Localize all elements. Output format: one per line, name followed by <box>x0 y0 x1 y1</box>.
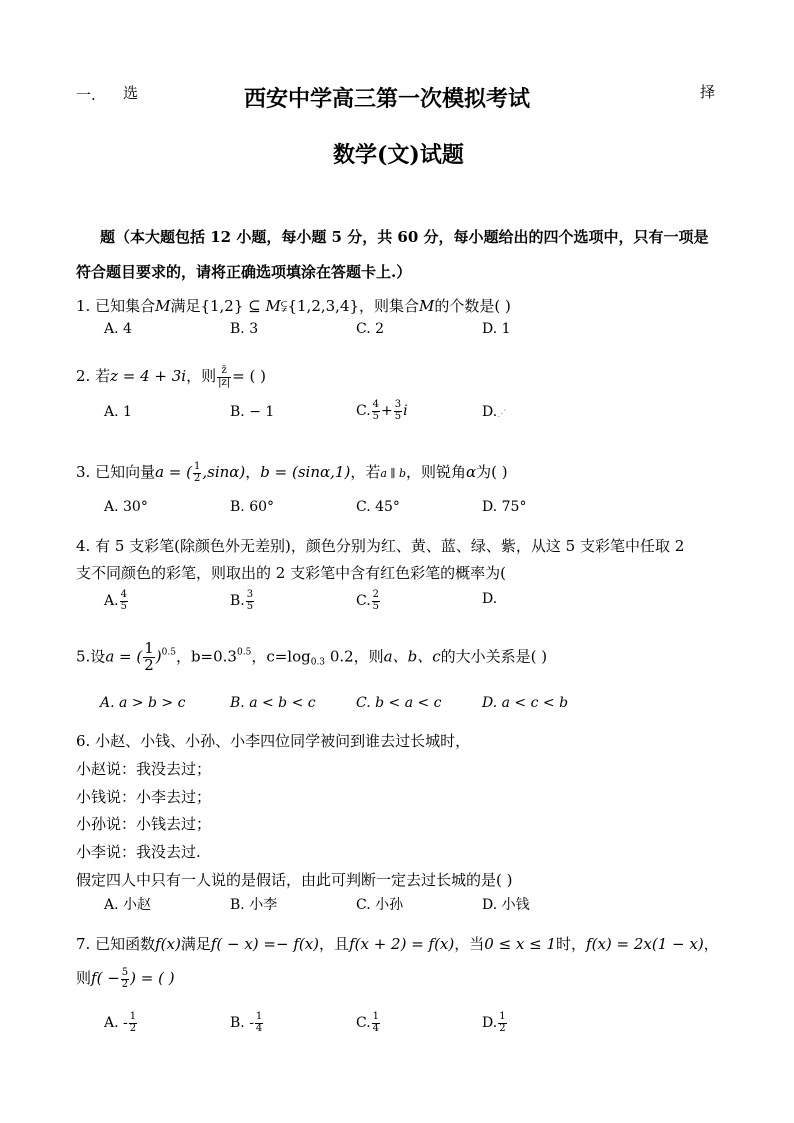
q5-text: 0.2，则 <box>325 647 384 666</box>
q3-text: ，则锐角 <box>406 463 467 481</box>
q2-equation: z = 4 + 3i <box>110 367 187 385</box>
q7-text: 时， <box>556 935 587 953</box>
q1-var-m: M <box>265 297 281 315</box>
q3-option-b: B. 60° <box>230 499 275 515</box>
q1-text: ⫋{1,2,3,4}，则集合 <box>280 297 420 315</box>
section-number: 一. <box>76 86 96 104</box>
q5-log-base: 0.3 <box>310 657 326 668</box>
option-fraction <box>246 590 254 612</box>
q7-text: ，且 <box>319 935 350 953</box>
q7-text: 则 <box>76 969 92 987</box>
fraction-numerator: 3 <box>246 589 254 600</box>
q1-var-m: M <box>155 297 171 315</box>
question-4-line-1: 4. 有 5 支彩笔(除颜色外无差别)，颜色分别为红、黄、蓝、绿、紫，从这 5 支彩笔中任取 2 <box>76 537 685 555</box>
q7-text: ， <box>703 935 719 953</box>
q7-interval: 0 ≤ x ≤ 1 <box>484 935 557 953</box>
option-partial-glyph: ⋰ <box>497 409 507 419</box>
fraction-denominator: 2 <box>121 978 129 990</box>
q7-option-b <box>230 1012 264 1034</box>
question-7-ask <box>76 968 175 990</box>
q1-option-a: A. 4 <box>104 321 132 337</box>
fraction-numerator: z̄ <box>217 366 231 378</box>
option-label: C. <box>356 1015 371 1031</box>
option-fraction <box>394 400 402 422</box>
fraction-denominator: |z| <box>218 376 231 388</box>
fraction-denominator: 2 <box>144 655 154 674</box>
q6-option-b: B. 小李 <box>230 897 278 913</box>
option-fraction <box>372 1012 380 1034</box>
fraction-denominator: 5 <box>394 410 402 422</box>
exam-title: 西安中学高三第一次模拟考试 <box>244 86 531 112</box>
option-label: D. <box>482 404 498 420</box>
option-label: A. <box>104 593 119 609</box>
imaginary-unit: i <box>403 403 408 419</box>
q7-definition: f(x) = 2x(1 − x) <box>586 935 704 953</box>
option-label: D. <box>482 591 498 607</box>
q5-option-c: C. b < a < c <box>356 695 442 711</box>
question-5-stem <box>76 641 547 674</box>
q3-text: 为( ) <box>476 463 508 481</box>
q6-option-d: D. 小钱 <box>482 897 530 913</box>
q3-vector-b: b = (sinα,1) <box>260 463 351 481</box>
fraction-numerator: 5 <box>121 967 129 978</box>
q5-b-definition: ，b=0.3 <box>175 647 237 666</box>
q7-text: 满足 <box>180 935 211 953</box>
fraction-numerator: 1 <box>194 461 201 472</box>
q5-a-definition: a = ( <box>105 647 143 666</box>
q7-text: 7. 已知函数 <box>76 935 156 953</box>
q5-exponent: 0.5 <box>236 647 252 658</box>
q7-option-d <box>482 1012 508 1034</box>
option-fraction <box>498 1012 506 1034</box>
fraction-numerator: 4 <box>120 589 127 600</box>
instructions-line-2: 符合题目要求的，请将正确选项填涂在答题卡上.） <box>76 263 412 281</box>
q3-text: 3. 已知向量 <box>76 463 156 481</box>
fraction-numerator: 4 <box>372 399 380 410</box>
fraction-numerator: 2 <box>372 589 380 600</box>
q1-text: 的个数是( ) <box>434 297 511 315</box>
q4-option-d <box>482 592 497 606</box>
fraction-denominator: 2 <box>194 472 201 484</box>
option-label: A. - <box>104 1015 128 1031</box>
q2-text: ，则 <box>186 367 217 385</box>
section-label-right: 择 <box>700 83 716 101</box>
question-4-line-2: 支不同颜色的彩笔，则取出的 2 支彩笔中含有红色彩笔的概率为( <box>76 564 506 582</box>
q2-option-b: B. − 1 <box>230 404 275 420</box>
q5-c-definition: ，c=log <box>251 647 311 666</box>
section-label-left: 选 <box>123 84 139 102</box>
fraction-numerator: 1 <box>255 1011 263 1022</box>
q7-option-c <box>356 1012 381 1034</box>
fraction-denominator: 5 <box>120 600 127 612</box>
q3-parallel-condition: a ∥ b <box>380 467 407 480</box>
q1-option-c: C. 2 <box>356 321 385 337</box>
q3-text: ， <box>245 463 261 481</box>
q2-fraction <box>217 366 231 388</box>
option-fraction <box>372 400 380 422</box>
fraction-numerator: 1 <box>499 1011 506 1022</box>
fraction-denominator: 5 <box>372 410 380 422</box>
q6-option-a: A. 小赵 <box>104 897 152 913</box>
q6-option-c: C. 小孙 <box>356 897 404 913</box>
q5-fraction <box>143 641 155 674</box>
q7-function: f(x) <box>155 935 181 953</box>
option-fraction <box>129 1012 137 1034</box>
option-label: B. - <box>230 1015 254 1031</box>
question-6-stem: 6. 小赵、小钱、小孙、小李四位同学被问到谁去过长城时， <box>76 732 471 750</box>
q3-fraction <box>193 462 201 484</box>
q2-option-c <box>356 400 408 422</box>
q5-exponent: 0.5 <box>161 647 176 658</box>
question-6-statement: 小赵说：我没去过； <box>76 760 212 778</box>
q2-text: = ( ) <box>232 367 266 385</box>
option-label: C. <box>356 593 371 609</box>
q7-fraction <box>121 968 129 990</box>
q7-text: ，当 <box>454 935 485 953</box>
q7-expression: ) = ( ) <box>130 969 175 987</box>
option-label: B. <box>230 593 245 609</box>
question-6-statement: 小钱说：小李去过； <box>76 788 212 806</box>
q3-option-c: C. 45° <box>356 499 400 515</box>
option-fraction <box>372 590 380 612</box>
q7-expression: f( − <box>91 969 120 987</box>
fraction-numerator: 1 <box>372 1011 380 1022</box>
fraction-denominator: 5 <box>246 600 254 612</box>
fraction-denominator: 5 <box>372 600 380 612</box>
question-7-stem <box>76 937 719 952</box>
q7-option-a <box>104 1012 138 1034</box>
q3-alpha: α <box>466 463 477 481</box>
question-2-stem <box>76 366 266 388</box>
q3-vector-a-rest: ,sinα) <box>202 463 246 481</box>
q2-option-d <box>482 405 506 419</box>
q3-vector-a: a = ( <box>155 463 192 481</box>
q4-option-a <box>104 590 129 612</box>
exam-subtitle: 数学(文)试题 <box>333 142 464 168</box>
q5-option-d: D. a < c < b <box>482 695 569 711</box>
fraction-numerator: 1 <box>144 639 154 657</box>
q5-text: 5.设 <box>76 647 106 666</box>
q1-var-m: M <box>419 297 435 315</box>
question-6-prompt: 假定四人中只有一人说的是假话，由此可判断一定去过长城的是( ) <box>76 871 513 889</box>
q3-option-a: A. 30° <box>104 499 148 515</box>
q4-option-c <box>356 590 381 612</box>
q5-variables: a、b、c <box>383 647 441 666</box>
q5-option-b: B. a < b < c <box>230 695 316 711</box>
fraction-denominator: 4 <box>255 1022 263 1034</box>
q1-text: 满足{1,2} ⊆ <box>170 297 261 315</box>
q1-option-b: B. 3 <box>230 321 259 337</box>
fraction-denominator: 4 <box>372 1022 380 1034</box>
fraction-numerator: 3 <box>394 399 402 410</box>
fraction-denominator: 2 <box>129 1022 137 1034</box>
q7-odd-condition: f( − x) =− f(x) <box>210 935 320 953</box>
option-label: D. <box>482 1015 498 1031</box>
q1-text: 1. 已知集合 <box>76 297 156 315</box>
instructions-line-1: 题（本大题包括 12 小题，每小题 5 分，共 60 分，每小题给出的四个选项中，只有一项是 <box>100 228 709 246</box>
option-fraction <box>120 590 128 612</box>
q5-option-a: A. a > b > c <box>100 695 186 711</box>
fraction-numerator: 1 <box>129 1011 137 1022</box>
option-fraction <box>255 1012 263 1034</box>
q1-option-d: D. 1 <box>482 321 511 337</box>
question-6-statement: 小孙说：小钱去过； <box>76 815 212 833</box>
q2-text: 2. 若 <box>76 367 111 385</box>
q7-period-condition: f(x + 2) = f(x) <box>349 935 455 953</box>
question-3-stem <box>76 462 508 484</box>
question-1-stem <box>76 299 511 314</box>
plus-sign: + <box>381 403 393 419</box>
question-6-statement: 小李说：我没去过. <box>76 843 201 861</box>
q3-text: ，若 <box>350 463 381 481</box>
fraction-denominator: 2 <box>499 1022 506 1034</box>
q5-paren: ) <box>155 647 162 666</box>
q2-option-a: A. 1 <box>104 404 132 420</box>
q3-option-d: D. 75° <box>482 499 527 515</box>
q4-option-b <box>230 590 255 612</box>
q5-text: 的大小关系是( ) <box>440 647 548 666</box>
option-label: C. <box>356 403 371 419</box>
